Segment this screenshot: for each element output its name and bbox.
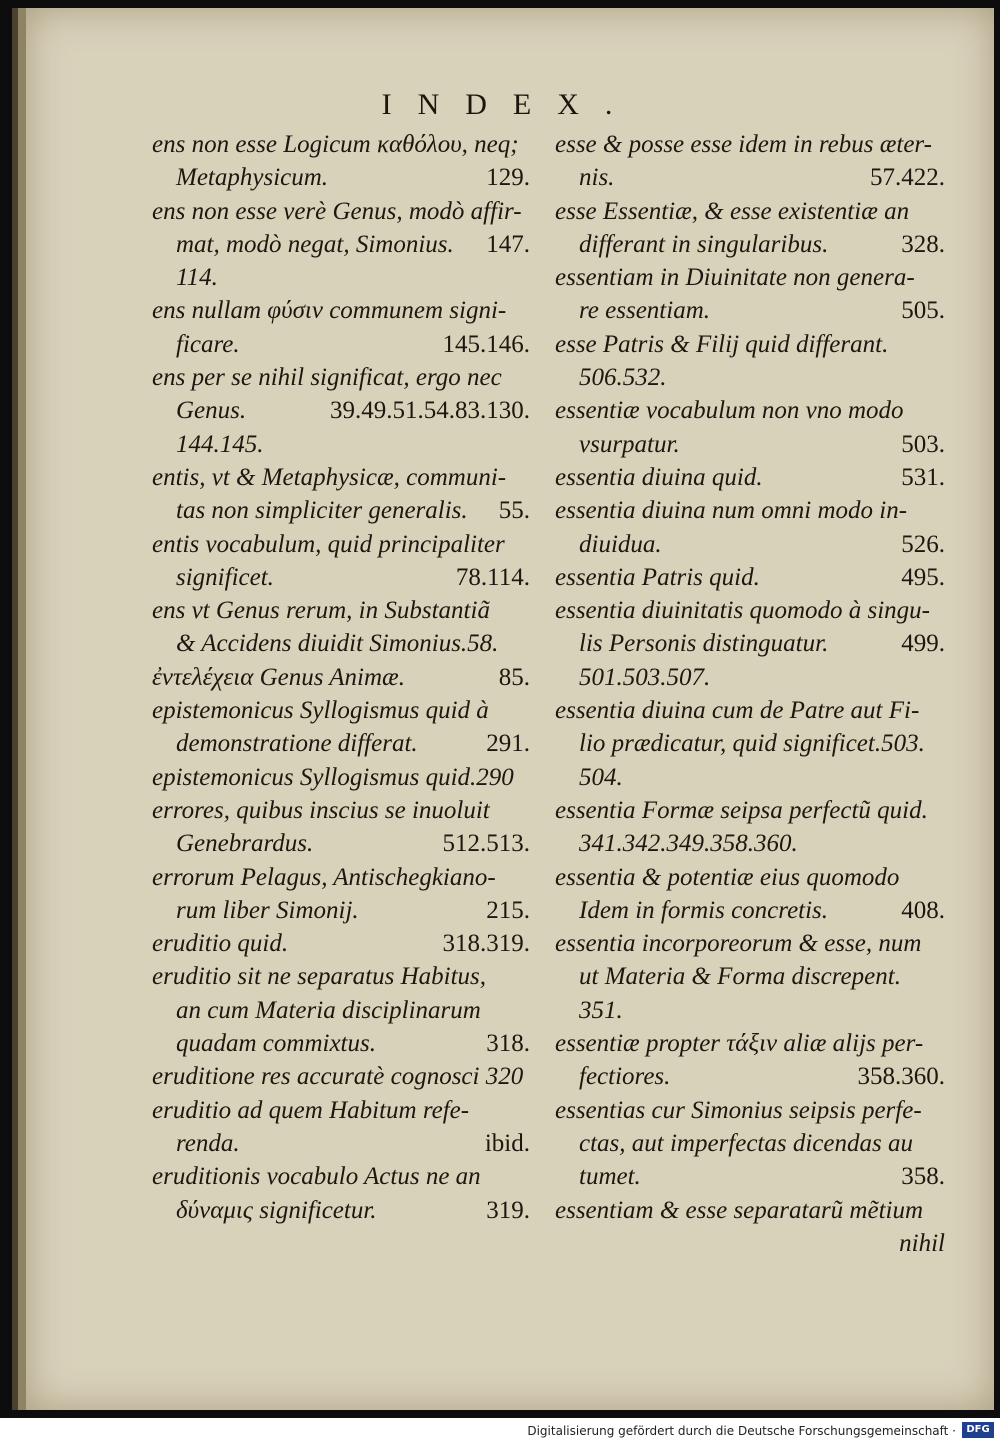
entry-text: ens non esse verè Genus, modò affir- <box>152 197 522 225</box>
entry-text: eruditio sit ne separatus Habitus, <box>152 963 487 991</box>
entry-text: an cum Materia disciplinarum <box>176 996 481 1024</box>
entry-text: Genus. <box>176 397 247 425</box>
dfg-logo: DFG <box>962 1422 994 1438</box>
entry-text: mat, modò negat, Simonius. <box>176 230 454 258</box>
entry-text: ens per se nihil significat, ergo nec <box>152 364 502 392</box>
index-entry-line <box>555 361 945 394</box>
index-entry-line <box>152 994 530 1027</box>
index-entry-line <box>555 661 945 694</box>
page-gutter <box>12 8 18 1410</box>
index-entry <box>555 861 945 928</box>
index-entry-line <box>152 661 530 694</box>
index-entry-line <box>555 1094 945 1127</box>
page-reference: 318.319. <box>442 930 530 958</box>
index-entry-line <box>555 627 945 660</box>
page-reference: 78.114. <box>455 563 530 591</box>
page-header: INDEX. <box>381 88 639 121</box>
index-entry-line <box>555 261 945 294</box>
page-reference: 129. <box>486 164 530 192</box>
entry-text: Metaphysicum. <box>176 164 329 192</box>
entry-text: ἐντελέχεια Genus Animæ. <box>152 663 405 691</box>
entry-text: nis. <box>579 164 615 192</box>
index-entry-line <box>152 195 530 228</box>
page-reference: 57.422. <box>870 164 945 192</box>
index-entry <box>555 1027 945 1094</box>
page-reference: 85. <box>498 663 530 691</box>
page-reference: 319. <box>486 1196 530 1224</box>
entry-text: 114. <box>176 264 218 292</box>
index-entry <box>152 927 530 960</box>
entry-text: ens non esse Logicum καθόλου, neq; <box>152 131 519 158</box>
index-entry-line <box>555 1194 945 1227</box>
entry-text: lio prædicatur, quid significet.503. <box>579 730 925 758</box>
entry-text: ens nullam φύσιν communem signi- <box>152 297 507 325</box>
index-entry <box>555 794 945 861</box>
page-reference: 526. <box>901 530 945 558</box>
index-entry <box>555 1094 945 1194</box>
entry-text: epistemonicus Syllogismus quid à <box>152 697 489 725</box>
digitization-footer <box>0 1418 1000 1445</box>
index-entry-line <box>555 328 945 361</box>
index-entry-line <box>152 561 530 594</box>
index-entry <box>152 528 530 595</box>
page-reference: 408. <box>901 896 945 924</box>
index-entry-line <box>555 1127 945 1160</box>
entry-text: essentia diuinitatis quomodo à singu- <box>555 597 930 625</box>
index-entry-line <box>555 461 945 494</box>
entry-text: esse Essentiæ, & esse existentiæ an <box>555 197 910 225</box>
index-entry-line <box>555 861 945 894</box>
page-reference: 358.360. <box>857 1063 945 1091</box>
index-entry-line <box>152 727 530 760</box>
page-reference: 505. <box>901 297 945 325</box>
index-entry-line <box>152 1060 530 1093</box>
index-entry <box>152 761 530 794</box>
page-reference: 147. <box>486 230 530 258</box>
index-entry-line <box>152 694 530 727</box>
index-entry-line <box>555 161 945 194</box>
entry-text: essentia diuina quid. <box>555 463 763 491</box>
index-entry-line <box>152 1127 530 1160</box>
index-entry-line <box>555 1160 945 1193</box>
index-entry <box>152 960 530 1060</box>
entry-text: Genebrardus. <box>176 830 314 858</box>
entry-text: essentia & potentiæ eius quomodo <box>555 863 900 891</box>
entry-text: re essentiam. <box>579 297 710 325</box>
index-entry-line <box>152 528 530 561</box>
index-entry-line <box>152 494 530 527</box>
index-entry-line <box>555 1227 945 1260</box>
entry-text: tas non simpliciter generalis. <box>176 497 468 525</box>
index-entry-line <box>555 960 945 993</box>
index-entry-line <box>555 294 945 327</box>
index-entry <box>152 461 530 528</box>
index-entry <box>555 128 945 195</box>
index-column-right <box>555 128 945 1260</box>
index-entry-line <box>555 694 945 727</box>
index-entry <box>152 861 530 928</box>
index-entry-line <box>555 794 945 827</box>
index-entry-line <box>555 894 945 927</box>
index-entry-line <box>152 1027 530 1060</box>
index-entry <box>555 461 945 494</box>
index-entry-line <box>152 328 530 361</box>
entry-text: Idem in formis concretis. <box>579 896 829 924</box>
index-entry-line <box>152 861 530 894</box>
index-column-left <box>152 128 530 1227</box>
index-entry <box>555 561 945 594</box>
index-entry-line <box>152 428 530 461</box>
index-entry <box>152 1060 530 1093</box>
index-entry <box>152 594 530 661</box>
index-entry <box>555 694 945 794</box>
index-entry <box>152 361 530 461</box>
index-entry-line <box>152 228 530 261</box>
index-entry <box>555 927 945 1027</box>
entry-text: ens vt Genus rerum, in Substantiã <box>152 597 490 625</box>
index-entry <box>152 661 530 694</box>
entry-text: esse & posse esse idem in rebus æter- <box>555 131 932 158</box>
entry-text: essentias cur Simonius seipsis perfe- <box>555 1096 922 1124</box>
page-reference: 358. <box>901 1163 945 1191</box>
index-entry-line <box>152 761 530 794</box>
index-entry <box>152 195 530 295</box>
entry-text: ut Materia & Forma discrepent. <box>579 963 901 991</box>
entry-text: eruditionis vocabulo Actus ne an <box>152 1163 481 1191</box>
index-entry-line <box>555 1027 945 1060</box>
index-entry-line <box>555 528 945 561</box>
entry-text: errores, quibus inscius se inuoluit <box>152 796 490 824</box>
entry-text: vsurpatur. <box>579 430 680 458</box>
page-reference: 55. <box>498 497 530 525</box>
index-entry <box>555 494 945 561</box>
entry-text: entis, vt & Metaphysicæ, communi- <box>152 463 507 491</box>
entry-text: significet. <box>176 563 274 591</box>
index-entry-line <box>152 161 530 194</box>
index-entry-line <box>152 794 530 827</box>
entry-text: quadam commixtus. <box>176 1030 376 1058</box>
index-entry <box>555 594 945 694</box>
entry-text: errorum Pelagus, Antischegkiano- <box>152 863 496 891</box>
index-entry-line <box>555 927 945 960</box>
index-entry-line <box>555 561 945 594</box>
index-entry <box>152 1160 530 1227</box>
index-entry-line <box>555 1060 945 1093</box>
entry-text: epistemonicus Syllogismus quid.290 <box>152 763 514 791</box>
index-entry <box>555 195 945 262</box>
entry-text: 501.503.507. <box>579 663 711 691</box>
index-entry <box>555 1194 945 1261</box>
entry-text: δύναμις significetur. <box>176 1196 377 1224</box>
entry-text: essentia diuina cum de Patre aut Fi- <box>555 697 920 725</box>
index-entry-line <box>555 195 945 228</box>
index-entry-line <box>555 727 945 760</box>
entry-text: 351. <box>579 996 623 1024</box>
index-entry-line <box>555 428 945 461</box>
entry-text: essentiæ propter τάξιν aliæ alijs per- <box>555 1030 924 1058</box>
index-entry-line <box>152 627 530 660</box>
page-reference: 495. <box>901 563 945 591</box>
index-entry-line <box>555 761 945 794</box>
entry-text: essentia Formæ seipsa perfectũ quid. <box>555 796 928 824</box>
entry-text: ctas, aut imperfectas dicendas au <box>579 1129 913 1157</box>
entry-text: eruditio ad quem Habitum refe- <box>152 1096 470 1124</box>
page-reference: 318. <box>486 1030 530 1058</box>
entry-text: renda. <box>176 1129 240 1157</box>
entry-text: essentia diuina num omni modo in- <box>555 497 908 525</box>
index-entry-line <box>152 261 530 294</box>
entry-text: diuidua. <box>579 530 662 558</box>
page-reference: 215. <box>486 896 530 924</box>
index-entry-line <box>152 827 530 860</box>
index-entry-line <box>152 594 530 627</box>
entry-text: nihil <box>899 1229 945 1257</box>
entry-text: eruditio quid. <box>152 930 289 958</box>
entry-text: essentia Patris quid. <box>555 563 760 591</box>
index-entry <box>152 694 530 761</box>
index-entry <box>152 794 530 861</box>
index-entry <box>555 328 945 395</box>
entry-text: demonstratione differat. <box>176 730 418 758</box>
page-reference: 503. <box>901 430 945 458</box>
index-entry-line <box>152 394 530 427</box>
index-entry-line <box>555 827 945 860</box>
entry-text: ficare. <box>176 330 240 358</box>
index-entry <box>152 1094 530 1161</box>
page-reference: ibid. <box>484 1129 530 1157</box>
footer-credit: Digitalisierung gefördert durch die Deutsche Forschungsgemeinschaft · <box>527 1424 956 1438</box>
index-entry-line <box>555 994 945 1027</box>
page-reference: 499. <box>901 630 945 658</box>
index-entry <box>152 294 530 361</box>
entry-text: 506.532. <box>579 364 667 392</box>
index-entry-line <box>152 1094 530 1127</box>
index-entry-line <box>555 228 945 261</box>
entry-text: essentiam in Diuinitate non genera- <box>555 264 915 292</box>
index-entry-line <box>152 128 530 161</box>
entry-text: fectiores. <box>579 1063 671 1091</box>
entry-text: differant in singularibus. <box>579 230 829 258</box>
page-reference: 328. <box>901 230 945 258</box>
entry-text: lis Personis distinguatur. <box>579 630 829 658</box>
entry-text: & Accidens diuidit Simonius.58. <box>176 630 499 658</box>
index-entry-line <box>555 494 945 527</box>
index-entry <box>152 128 530 195</box>
entry-text: rum liber Simonij. <box>176 896 359 924</box>
index-entry <box>555 261 945 328</box>
entry-text: 144.145. <box>176 430 264 458</box>
index-entry-line <box>152 927 530 960</box>
index-entry-line <box>152 894 530 927</box>
entry-text: essentia incorporeorum & esse, num <box>555 930 922 958</box>
entry-text: eruditione res accuratè cognosci 320 <box>152 1063 524 1091</box>
index-entry-line <box>152 1194 530 1227</box>
entry-text: entis vocabulum, quid principaliter <box>152 530 505 558</box>
page-reference: 291. <box>486 730 530 758</box>
page-reference: 145.146. <box>442 330 530 358</box>
entry-text: essentiam & esse separatarũ mẽtium <box>555 1196 924 1224</box>
index-entry-line <box>555 594 945 627</box>
entry-text: essentiæ vocabulum non vno modo <box>555 397 904 425</box>
index-entry-line <box>152 1160 530 1193</box>
index-entry <box>555 394 945 461</box>
page-reference: 531. <box>901 463 945 491</box>
page-reference: 512.513. <box>442 830 530 858</box>
entry-text: 504. <box>579 763 623 791</box>
entry-text: tumet. <box>579 1163 641 1191</box>
index-entry-line <box>555 394 945 427</box>
page-reference: 39.49.51.54.83.130. <box>330 397 530 425</box>
entry-text: esse Patris & Filij quid differant. <box>555 330 889 358</box>
index-entry-line <box>555 128 945 161</box>
index-entry-line <box>152 361 530 394</box>
entry-text: 341.342.349.358.360. <box>579 830 798 858</box>
index-entry-line <box>152 294 530 327</box>
index-entry-line <box>152 461 530 494</box>
index-entry-line <box>152 960 530 993</box>
